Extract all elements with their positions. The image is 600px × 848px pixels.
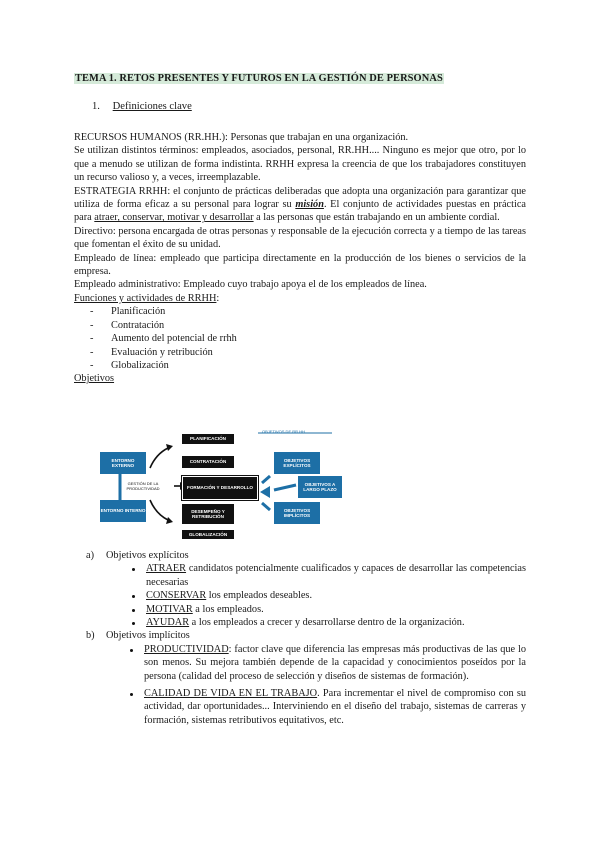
explicitos-heading bbox=[74, 549, 526, 562]
funciones-heading-text: Funciones y actividades de RRHH bbox=[74, 292, 217, 304]
implicitos-letter: b) bbox=[86, 630, 95, 642]
item-text: a los empleados. bbox=[192, 603, 264, 615]
objetivos-heading: Objetivos bbox=[74, 373, 115, 385]
implicitos-title: Objetivos implícitos bbox=[106, 630, 190, 642]
body-text bbox=[74, 131, 526, 386]
verbs-emphasis: atraer, conservar, motivar y desarrollar bbox=[94, 212, 254, 224]
desempeno-retribucion-box: DESEMPEÑO Y RETRIBUCIÓN bbox=[182, 504, 234, 524]
paragraph-empleado-admin: Empleado administrativo: Empleado cuyo trabajo apoya el de los empleados de línea. bbox=[74, 279, 427, 291]
list-item: - Contratación bbox=[90, 319, 526, 332]
item-key: PRODUCTIVIDAD bbox=[144, 643, 229, 655]
list-item: - Planificación bbox=[90, 305, 526, 318]
list-item bbox=[74, 687, 526, 727]
section-label: Definiciones clave bbox=[112, 101, 192, 112]
list-item bbox=[74, 562, 526, 589]
paragraph-terminos: Se utilizan distintos términos: empleados, asociados, personal, RR.HH.... Ninguno es mejor que otro, por lo que a menudo se utilizan de forma indistinta. RRHH expresa la creencia de que los trabajadores constituyen un recurso valioso y, a veces, irreemplazable. bbox=[74, 145, 526, 184]
objetivos-explicitos-box: OBJETIVOS EXPLÍCITOS bbox=[274, 452, 320, 474]
item-key: AYUDAR bbox=[146, 617, 190, 629]
funciones-list bbox=[74, 305, 526, 372]
item-key: ATRAER bbox=[146, 563, 187, 575]
funciones-heading bbox=[74, 292, 526, 305]
item-key: MOTIVAR bbox=[146, 603, 193, 615]
paragraph-empleado-linea: Empleado de línea: empleado que participa directamente en la producción de los bienes o servicios de la empresa. bbox=[74, 252, 526, 278]
paragraph-rrhh: RECURSOS HUMANOS (RR.HH.): Personas que trabajan en una organización. bbox=[74, 132, 409, 143]
explicitos-letter: a) bbox=[86, 550, 94, 561]
section-heading bbox=[92, 101, 192, 112]
item-text: . Para incrementar el nivel de compromiso con su actividad, dar oportunidades... Interviniendo en el diseño del trabajo, sistemas de carreras y formación, sistemas retributivos equitativos, etc. bbox=[144, 688, 526, 726]
item-text: : factor clave que diferencia las empresas más productivas de las que lo son menos. Su mejora también depende de la capacidad y conocimientos poseídos por la persona (calidad del proceso de selección y diseños de sistemas de formación). bbox=[144, 643, 526, 682]
list-item bbox=[74, 589, 526, 602]
list-item bbox=[74, 643, 526, 683]
explicitos-title: Objetivos explícitos bbox=[106, 550, 189, 561]
funciones-heading-colon: : bbox=[216, 292, 220, 304]
page-title: TEMA 1. RETOS PRESENTES Y FUTUROS EN LA GESTIÓN DE PERSONAS bbox=[75, 73, 443, 84]
paragraph-directivo: Directivo: persona encargada de otras personas y responsable de la ejecución correcta y a tiempo de las tareas que fomentan el éxito de su unidad. bbox=[74, 225, 526, 251]
section-number: 1. bbox=[92, 101, 100, 112]
objetivos-section bbox=[74, 549, 526, 727]
item-text: los empleados deseables. bbox=[206, 590, 313, 602]
objetivos-implicitos-box: OBJETIVOS IMPLÍCITOS bbox=[274, 502, 320, 524]
entorno-interno-box: ENTORNO INTERNO bbox=[100, 500, 146, 522]
contratacion-box: CONTRATACIÓN bbox=[182, 456, 234, 468]
formacion-desarrollo-box: FORMACIÓN Y DESARROLLO bbox=[182, 476, 258, 500]
item-key: CALIDAD DE VIDA EN EL TRABAJO bbox=[144, 688, 318, 700]
list-item: - Evaluación y retribución bbox=[90, 346, 526, 359]
estrategia-text-c: a las personas que están trabajando en un ambiente cordial. bbox=[253, 212, 500, 224]
item-key: CONSERVAR bbox=[146, 590, 207, 602]
estrategia-text-b: . El conjunto de actividades puestas en práctica para bbox=[74, 199, 526, 224]
planificacion-box: PLANIFICACIÓN bbox=[182, 434, 234, 444]
list-item bbox=[74, 616, 526, 629]
mision-emphasis: misión bbox=[295, 199, 324, 211]
gestion-productividad-label: GESTIÓN DE LA PRODUCTIVIDAD bbox=[126, 480, 160, 491]
list-item: - Globalización bbox=[90, 359, 526, 372]
list-item: - Aumento del potencial de rrhh bbox=[90, 332, 526, 345]
diagram-header: OBJETIVOS DE RR.HH. bbox=[262, 428, 307, 434]
estrategia-text-a: ESTRATEGIA RRHH: el conjunto de prácticas deliberadas que adopta una organización para garantizar que utiliza de forma eficaz a su personal para lograr su bbox=[74, 185, 526, 211]
paragraph-estrategia bbox=[74, 185, 526, 225]
explicitos-list bbox=[74, 562, 526, 629]
implicitos-list bbox=[74, 643, 526, 727]
objetivos-largo-plazo-box: OBJETIVOS A LARGO PLAZO bbox=[298, 476, 342, 498]
entorno-externo-box: ENTORNO EXTERNO bbox=[100, 452, 146, 474]
objetivos-diagram bbox=[94, 428, 344, 544]
list-item bbox=[74, 603, 526, 616]
item-text: candidatos potencialmente cualificados y capaces de desarrollar las competencias necesarias bbox=[146, 563, 526, 588]
item-text: a los empleados a crecer y desarrollarse dentro de la organización. bbox=[189, 617, 465, 629]
implicitos-heading bbox=[74, 629, 526, 642]
globalizacion-box: GLOBALIZACIÓN bbox=[182, 530, 234, 539]
